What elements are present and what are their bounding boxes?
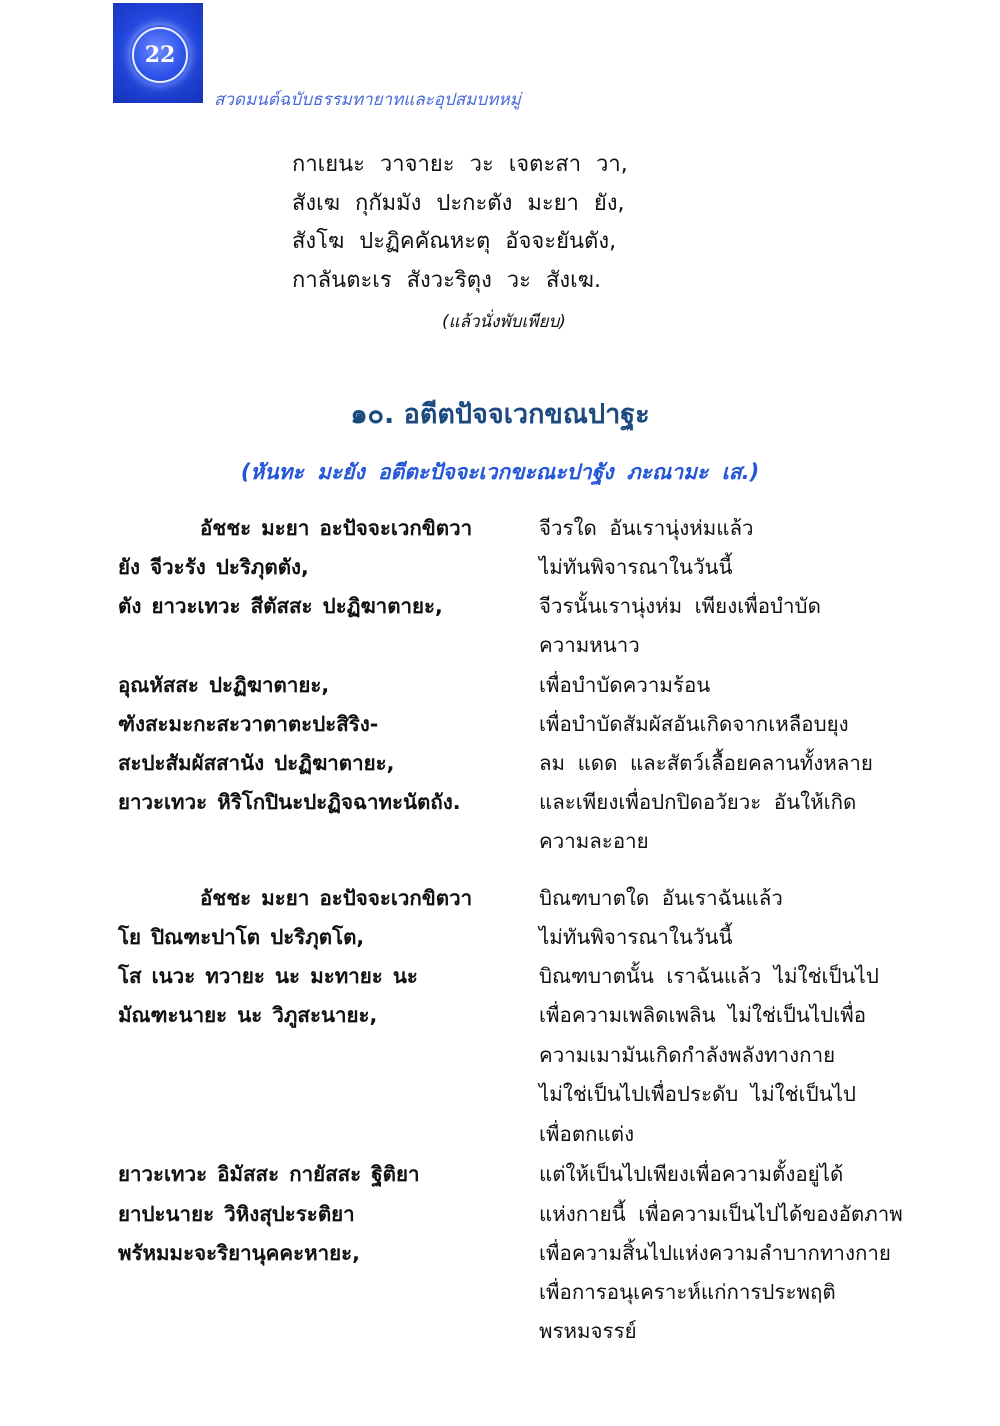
page-number: 22 [144, 42, 176, 68]
pali-line: อุณหัสสะ ปะฏิฆาตายะ, [118, 673, 330, 697]
thai-line: ไม่ทันพิจารณาในวันนี้ [539, 925, 733, 949]
pali-line: ยาวะเทวะ หิริโกปินะปะฏิจฉาทะนัตถัง. [118, 790, 461, 814]
pali-line: ยาวะเทวะ อิมัสสะ กายัสสะ ฐิติยา [118, 1162, 420, 1186]
thai-line: แห่งกายนี้ เพื่อความเป็นไปได้ของอัตภาพ [539, 1202, 903, 1226]
thai-line: ไม่ใช่เป็นไปเพื่อประดับ ไม่ใช่เป็นไป [539, 1082, 856, 1106]
verse-line: กาเยนะ วาจายะ วะ เจตะสา วา, [292, 152, 628, 177]
thai-line: เพื่อความเพลิดเพลิน ไม่ใช่เป็นไปเพื่อ [539, 1003, 867, 1027]
verse-note: (แล้วนั่งพับเพียบ) [442, 312, 566, 332]
thai-line: แต่ให้เป็นไปเพียงเพื่อความตั้งอยู่ได้ [539, 1162, 844, 1186]
thai-line: พรหมจรรย์ [539, 1319, 637, 1343]
pali-line: ยาปะนายะ วิหิงสุปะระติยา [118, 1202, 355, 1226]
thai-line: ไม่ทันพิจารณาในวันนี้ [539, 555, 733, 579]
pali-line: พรัหมมะจะริยานุคคะหายะ, [118, 1241, 360, 1265]
thai-line: เพื่อบำบัดความร้อน [539, 673, 711, 697]
pali-line: สะปะสัมผัสสานัง ปะฏิฆาตายะ, [118, 751, 395, 775]
verse-block [292, 146, 628, 300]
thai-line: ความละอาย [539, 829, 649, 853]
pali-line: โส เนวะ ทวายะ นะ มะทายะ นะ [118, 964, 418, 988]
section-subheading: (หันทะ มะยัง อตีตะปัจจะเวกขะณะปาฐัง ภะณามะ เส.) [240, 460, 760, 484]
page-number-badge [113, 3, 203, 103]
verse-line: สังเฆ กุกัมมัง ปะกะตัง มะยา ยัง, [292, 190, 625, 216]
thai-line: จีวรใด อันเรานุ่งห่มแล้ว [539, 516, 754, 540]
verse-line: กาลันตะเร สังวะริตุง วะ สังเฆ. [292, 267, 601, 293]
verse-line: สังโฆ ปะฏิคคัณหะตุ อัจจะยันตัง, [292, 229, 617, 254]
header-title: สวดมนต์ฉบับธรรมทายาทและอุปสมบทหมู่ [214, 90, 521, 110]
pali-line: มัณฑะนายะ นะ วิภูสะนายะ, [118, 1003, 378, 1027]
pali-line: อัชชะ มะยา อะปัจจะเวกขิตวา [200, 886, 473, 910]
pali-line: ตัง ยาวะเทวะ สีตัสสะ ปะฏิฆาตายะ, [118, 594, 443, 618]
thai-line: ลม แดด และสัตว์เลื้อยคลานทั้งหลาย [539, 751, 873, 775]
pali-line: ฑังสะมะกะสะวาตาตะปะสิริง- [118, 712, 379, 736]
thai-line: และเพียงเพื่อปกปิดอวัยวะ อันให้เกิด [539, 790, 857, 814]
thai-line: เพื่อการอนุเคราะห์แก่การประพฤติ [539, 1280, 836, 1304]
thai-line: จีวรนั้นเรานุ่งห่ม เพียงเพื่อบำบัด [539, 594, 821, 618]
page-number-circle [132, 27, 188, 83]
thai-line: ความเมามันเกิดกำลังพลังทางกาย [539, 1043, 836, 1067]
thai-line: เพื่อบำบัดสัมผัสอันเกิดจากเหลือบยุง [539, 712, 849, 736]
thai-line: เพื่อตกแต่ง [539, 1122, 635, 1146]
thai-line: ความหนาว [539, 633, 640, 657]
pali-line: โย ปิณฑะปาโต ปะริภุตโต, [118, 925, 365, 949]
section-heading: ๑๐. อตีตปัจจเวกขณปาฐะ [350, 399, 650, 430]
thai-line: เพื่อความสิ้นไปแห่งความลำบากทางกาย [539, 1241, 891, 1265]
thai-line: บิณฑบาตใด อันเราฉันแล้ว [539, 886, 783, 910]
pali-line: อัชชะ มะยา อะปัจจะเวกขิตวา [200, 516, 473, 540]
thai-line: บิณฑบาตนั้น เราฉันแล้ว ไม่ใช่เป็นไป [539, 964, 879, 988]
pali-line: ยัง จีวะรัง ปะริภุตตัง, [118, 555, 309, 579]
